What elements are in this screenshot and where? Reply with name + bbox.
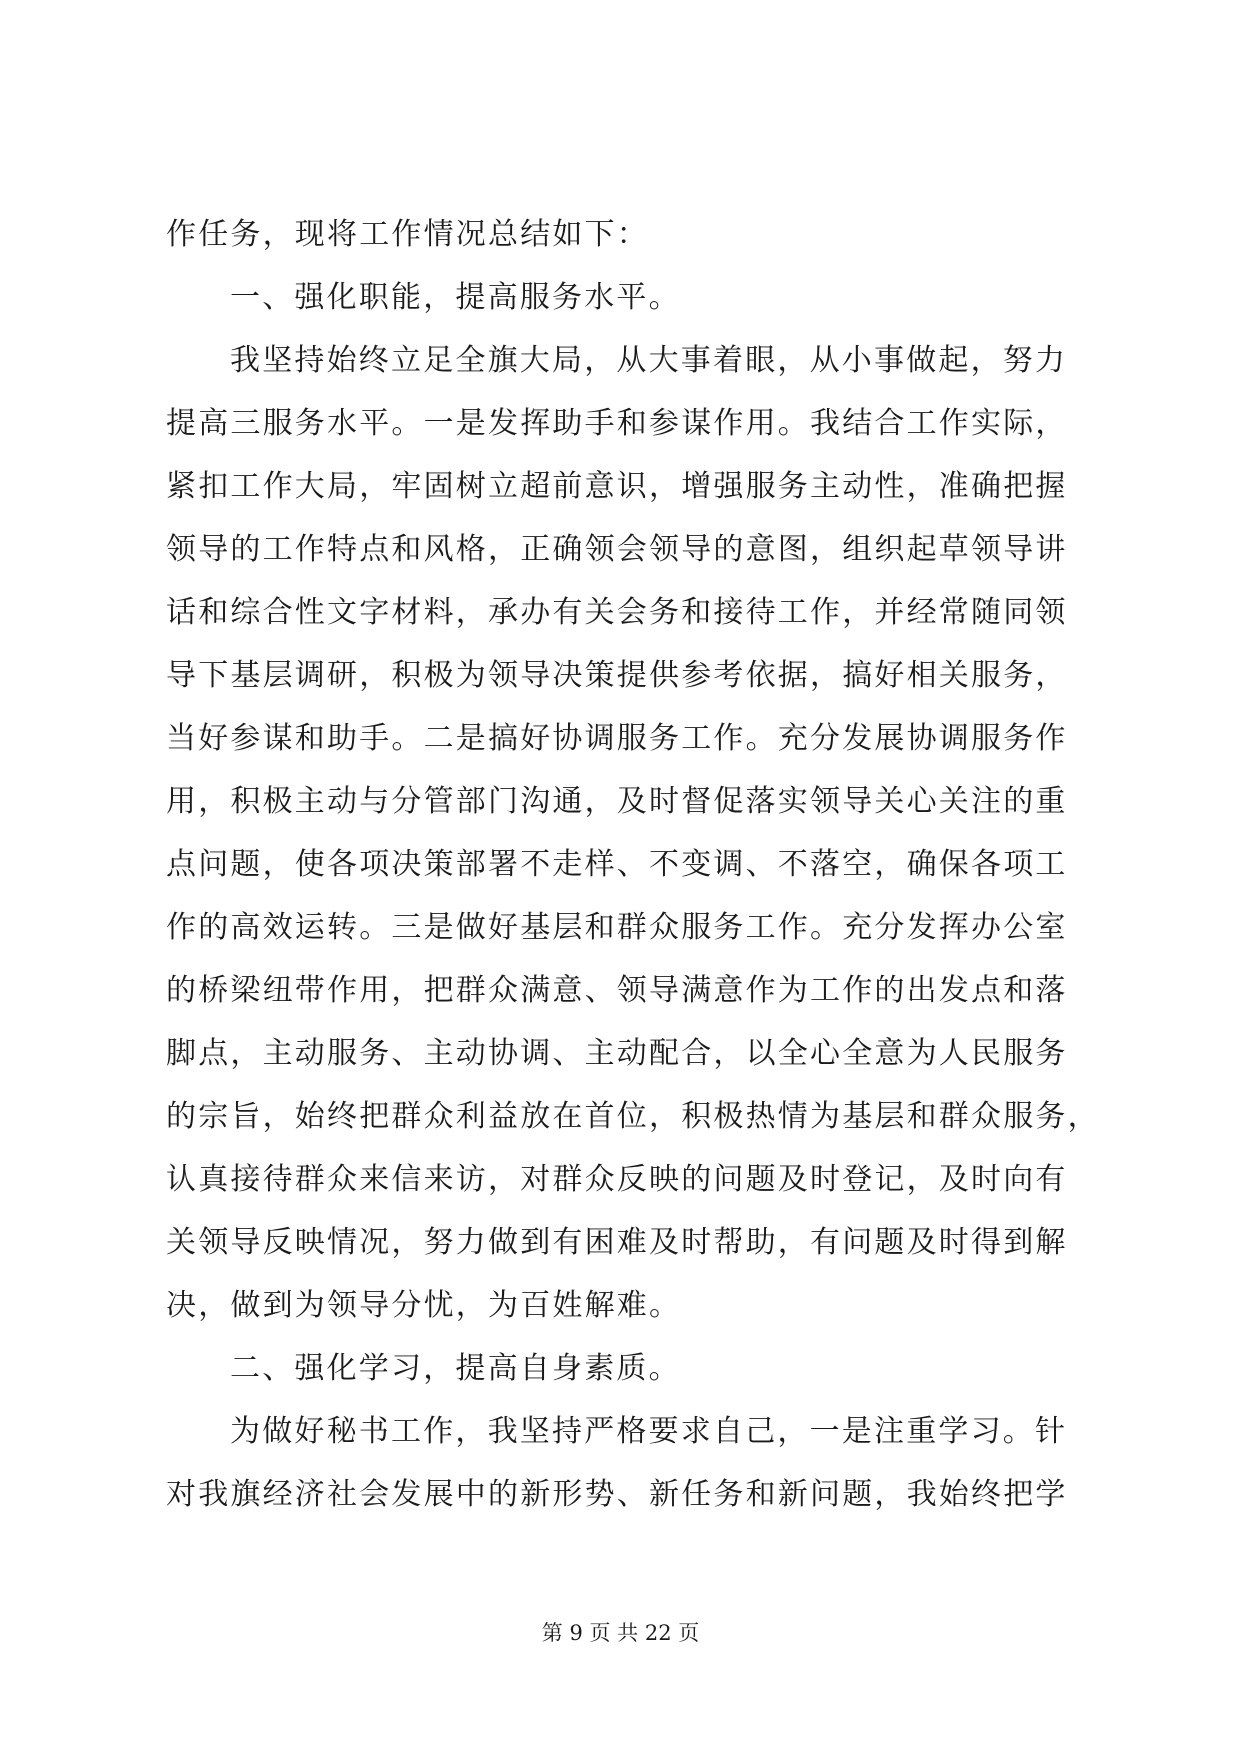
text-line: 领导的工作特点和风格，正确领会领导的意图，组织起草领导讲: [166, 532, 1068, 567]
text-line: 关领导反映情况，努力做到有困难及时帮助，有问题及时得到解: [166, 1225, 1068, 1260]
text-line: 决，做到为领导分忧，为百姓解难。: [166, 1288, 682, 1323]
text-line: 对我旗经济社会发展中的新形势、新任务和新问题，我始终把学: [166, 1477, 1068, 1512]
text-line: 紧扣工作大局，牢固树立超前意识，增强服务主动性，准确把握: [166, 469, 1068, 504]
text-line: 的桥梁纽带作用，把群众满意、领导满意作为工作的出发点和落: [166, 973, 1068, 1008]
text-line: 的宗旨，始终把群众利益放在首位，积极热情为基层和群众服务，: [166, 1099, 1100, 1134]
text-line: 点问题，使各项决策部署不走样、不变调、不落空，确保各项工: [166, 847, 1068, 882]
text-line: 我坚持始终立足全旗大局，从大事着眼，从小事做起，努力: [230, 343, 1068, 378]
text-line: 二、强化学习，提高自身素质。: [230, 1351, 681, 1386]
text-line: 一、强化职能，提高服务水平。: [230, 280, 681, 315]
text-line: 提高三服务水平。一是发挥助手和参谋作用。我结合工作实际，: [166, 406, 1068, 441]
text-line: 为做好秘书工作，我坚持严格要求自己，一是注重学习。针: [230, 1414, 1068, 1449]
page-footer: 第 9 页 共 22 页: [541, 1621, 700, 1645]
body-text: [166, 203, 1100, 1526]
text-line: 用，积极主动与分管部门沟通，及时督促落实领导关心关注的重: [166, 784, 1068, 819]
text-line: 作的高效运转。三是做好基层和群众服务工作。充分发挥办公室: [166, 910, 1068, 945]
text-line: 话和综合性文字材料，承办有关会务和接待工作，并经常随同领: [166, 595, 1068, 630]
text-line: 脚点，主动服务、主动协调、主动配合，以全心全意为人民服务: [166, 1036, 1068, 1071]
text-line: 认真接待群众来信来访，对群众反映的问题及时登记，及时向有: [166, 1162, 1068, 1197]
text-line: 导下基层调研，积极为领导决策提供参考依据，搞好相关服务，: [166, 658, 1068, 693]
text-line: 作任务，现将工作情况总结如下：: [166, 217, 649, 252]
text-line: 当好参谋和助手。二是搞好协调服务工作。充分发展协调服务作: [166, 721, 1068, 756]
